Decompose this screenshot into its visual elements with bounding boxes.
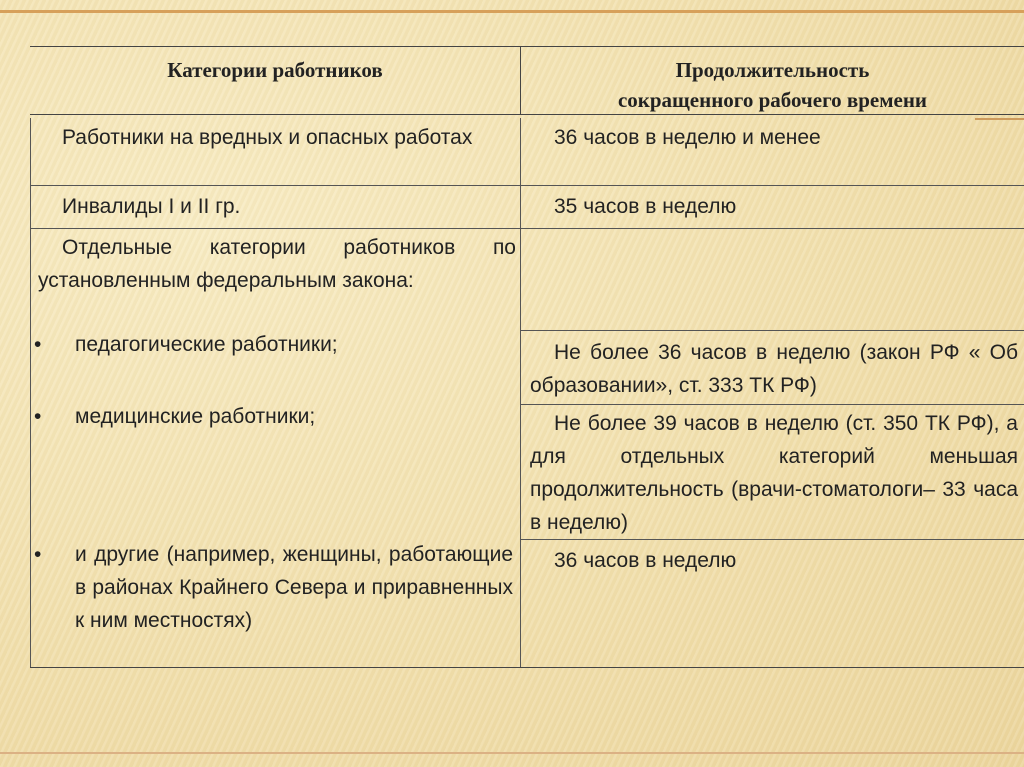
table-body xyxy=(30,118,1024,668)
row2-category: Инвалиды I и II гр. xyxy=(62,195,241,218)
table-left-border xyxy=(30,118,31,667)
right-row-divider xyxy=(520,539,1024,540)
teachers-duration: Не более 36 часов в неделю (закон РФ « Об образовании», ст. 333 ТК РФ) xyxy=(530,341,1018,397)
bullet-text: и другие (например, женщины, работающие в районах Крайнего Севера и приравненных к ним местностях) xyxy=(75,543,513,632)
header-duration: Продолжительность сокращенного рабочего времени xyxy=(520,47,1024,114)
bottom-accent-stripe xyxy=(0,752,1024,754)
medical-duration: Не более 39 часов в неделю (ст. 350 ТК РФ), а для отдельных категорий меньшая продолжительность (врачи-стоматологи– 33 часа в неделю) xyxy=(530,412,1018,534)
bullet-mark: • xyxy=(34,543,42,566)
table-header xyxy=(30,46,1024,115)
bullet-text: педагогические работники; xyxy=(75,333,338,356)
header-categories: Категории работников xyxy=(167,58,383,82)
top-accent-stripe xyxy=(0,10,1024,13)
bullet-mark: • xyxy=(34,333,42,356)
bullet-text: медицинские работники; xyxy=(75,405,316,428)
row2-duration: 35 часов в неделю xyxy=(554,195,737,218)
row-divider xyxy=(30,185,1024,186)
others-duration: 36 часов в неделю xyxy=(554,549,737,572)
row3-category: Отдельные категории работников по установленным федеральным закона: xyxy=(38,236,516,292)
row1-duration: 36 часов в неделю и менее xyxy=(554,126,821,149)
row1-category: Работники на вредных и опасных работах xyxy=(62,126,473,149)
right-row-divider xyxy=(520,330,1024,331)
right-row-divider xyxy=(520,404,1024,405)
column-divider xyxy=(520,118,521,667)
row-divider xyxy=(30,228,1024,229)
bullet-mark: • xyxy=(34,405,42,428)
